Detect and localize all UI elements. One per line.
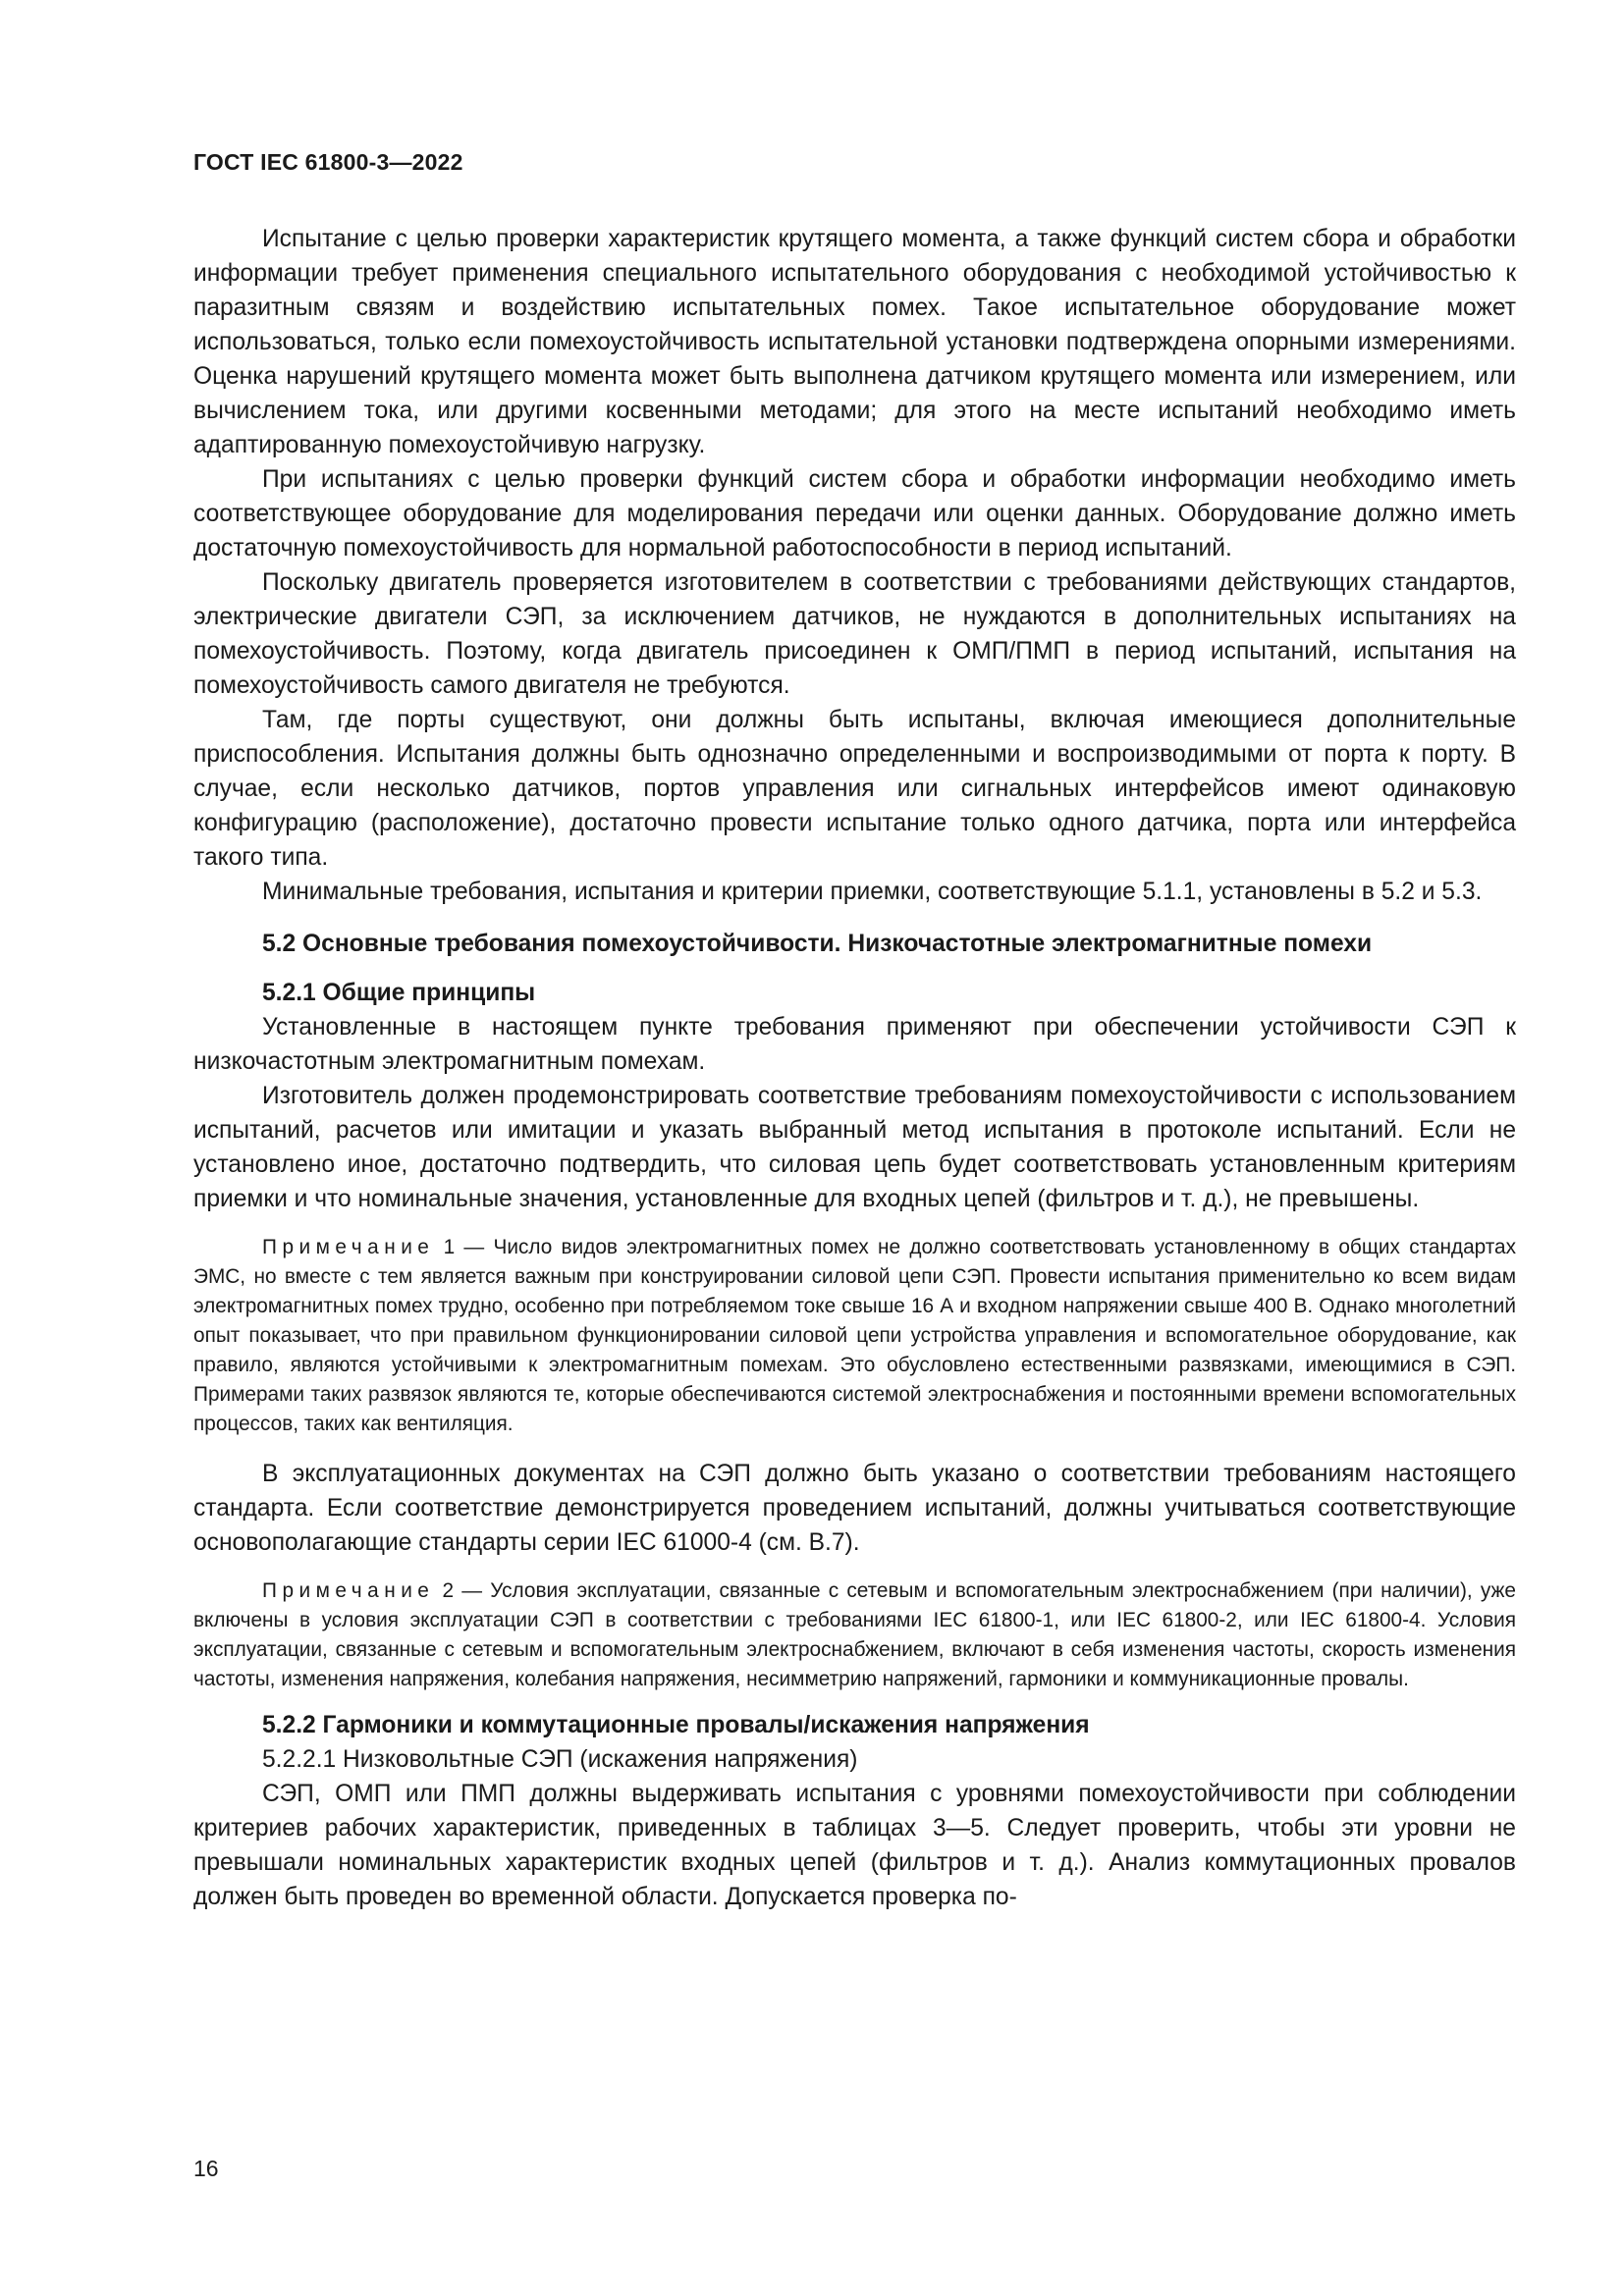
paragraph-low-voltage-pds: СЭП, ОМП или ПМП должны выдерживать испытания с уровнями помехоустойчивости при соблюдении критериев рабочих характеристик, приведенных в таблицах 3—5. Следует проверить, чтобы эти уровни не превышали номинальных характеристик входных цепей (фильтров и т. д.). Анализ коммутационных провалов должен быть проведен во временной области. Допускается проверка по-	[193, 1781, 1516, 1910]
paragraph-data-functions: При испытаниях с целью проверки функций систем сбора и обработки информации необходимо иметь соответствующее оборудование для моделирования передачи или оценки данных. Оборудование должно иметь достаточную помехоустойчивость для нормальной работоспособности в период испытаний.	[193, 466, 1516, 561]
section-heading-5-2-2-1: 5.2.2.1 Низковольтные СЭП (искажения напряжения)	[262, 1746, 858, 1773]
section-heading-5-2: 5.2 Основные требования помехоустойчивости. Низкочастотные электромагнитные помехи	[262, 931, 1373, 957]
note-1-text: 1 — Число видов электромагнитных помех не должно соответствовать установленному в общих стандартах ЭМС, но вместе с тем является важным при конструировании силовой цепи СЭП. Провести испытания применительно ко всем видам электромагнитных помех трудно, особенно при потребляемом токе свыше 16 А и входном напряжении свыше 400 В. Однако многолетний опыт показывает, что при правильном функционировании силовой цепи устройства управления и вспомогательное оборудование, как правило, являются устойчивыми к электромагнитным помехам. Это обусловлено естественными развязками, имеющимися в СЭП. Примерами таких развязок являются те, которые обеспечиваются системой электроснабжения и постоянными времени вспомогательных процессов, таких как вентиляция.	[193, 1236, 1516, 1435]
paragraph-manufacturer-demonstration: Изготовитель должен продемонстрировать соответствие требованиям помехоустойчивости с использованием испытаний, расчетов или имитации и указать выбранный метод испытания в протоколе испытаний. Если не установлено иное, достаточно подтвердить, что силовая цепь будет соответствовать установленным критериям приемки и что номинальные значения, установленные для входных цепей (фильтров и т. д.), не превышены.	[193, 1083, 1516, 1212]
section-heading-5-2-2: 5.2.2 Гармоники и коммутационные провалы/искажения напряжения	[262, 1712, 1090, 1738]
document-code-header: ГОСТ IEC 61800-3—2022	[193, 149, 463, 175]
paragraph-minimum-requirements: Минимальные требования, испытания и критерии приемки, соответствующие 5.1.1, установлены в 5.2 и 5.3.	[262, 879, 1483, 905]
section-heading-5-2-1: 5.2.1 Общие принципы	[262, 980, 536, 1006]
paragraph-ports: Там, где порты существуют, они должны быть испытаны, включая имеющиеся дополнительные приспособления. Испытания должны быть однозначно определенными и воспроизводимыми от порта к порту. В случае, если несколько датчиков, портов управления или сигнальных интерфейсов имеют одинаковую конфигурацию (расположение), достаточно провести испытание только одного датчика, порта или интерфейса такого типа.	[193, 707, 1516, 871]
paragraph-torque-testing: Испытание с целью проверки характеристик крутящего момента, а также функций систем сбора и обработки информации требует применения специального испытательного оборудования с необходимой устойчивостью к паразитным связям и воздействию испытательных помех. Такое испытательное оборудование может использоваться, только если помехоустойчивость испытательной установки подтверждена опорными измерениями. Оценка нарушений крутящего момента может быть выполнена датчиком крутящего момента или измерением, или вычислением тока, или другими косвенными методами; для этого на месте испытаний необходимо иметь адаптированную помехоустойчивую нагрузку.	[193, 226, 1516, 458]
note-2-lead: Примечание	[262, 1579, 435, 1602]
paragraph-motor-testing: Поскольку двигатель проверяется изготовителем в соответствии с требованиями действующих стандартов, электрические двигатели СЭП, за исключением датчиков, не нуждаются в дополнительных испытаниях на помехоустойчивость. Поэтому, когда двигатель присоединен к ОМП/ПМП в период испытаний, испытания на помехоустойчивость самого двигателя не требуются.	[193, 569, 1516, 699]
note-1-lead: Примечание	[262, 1236, 435, 1258]
page-body	[193, 222, 1516, 1914]
note-2-text: 2 — Условия эксплуатации, связанные с сетевым и вспомогательным электроснабжением (при наличии), уже включены в условия эксплуатации СЭП в соответствии с требованиями IEC 61800-1, или IEC 61800-2, или IEC 61800-4. Условия эксплуатации, связанные с сетевым и вспомогательным электроснабжением, включают в себя изменения частоты, скорость изменения частоты, изменения напряжения, колебания напряжения, несимметрию напряжений, гармоники и коммуникационные провалы.	[193, 1579, 1516, 1690]
paragraph-general-principles: Установленные в настоящем пункте требования применяют при обеспечении устойчивости СЭП к низкочастотным электромагнитным помехам.	[193, 1014, 1516, 1075]
paragraph-operational-documents: В эксплуатационных документах на СЭП должно быть указано о соответствии требованиям настоящего стандарта. Если соответствие демонстрируется проведением испытаний, должны учитываться соответствующие основополагающие стандарты серии IEC 61000-4 (см. В.7).	[193, 1461, 1516, 1556]
note-2	[193, 1576, 1516, 1694]
note-1	[193, 1233, 1516, 1439]
page-number: 16	[193, 2156, 219, 2181]
